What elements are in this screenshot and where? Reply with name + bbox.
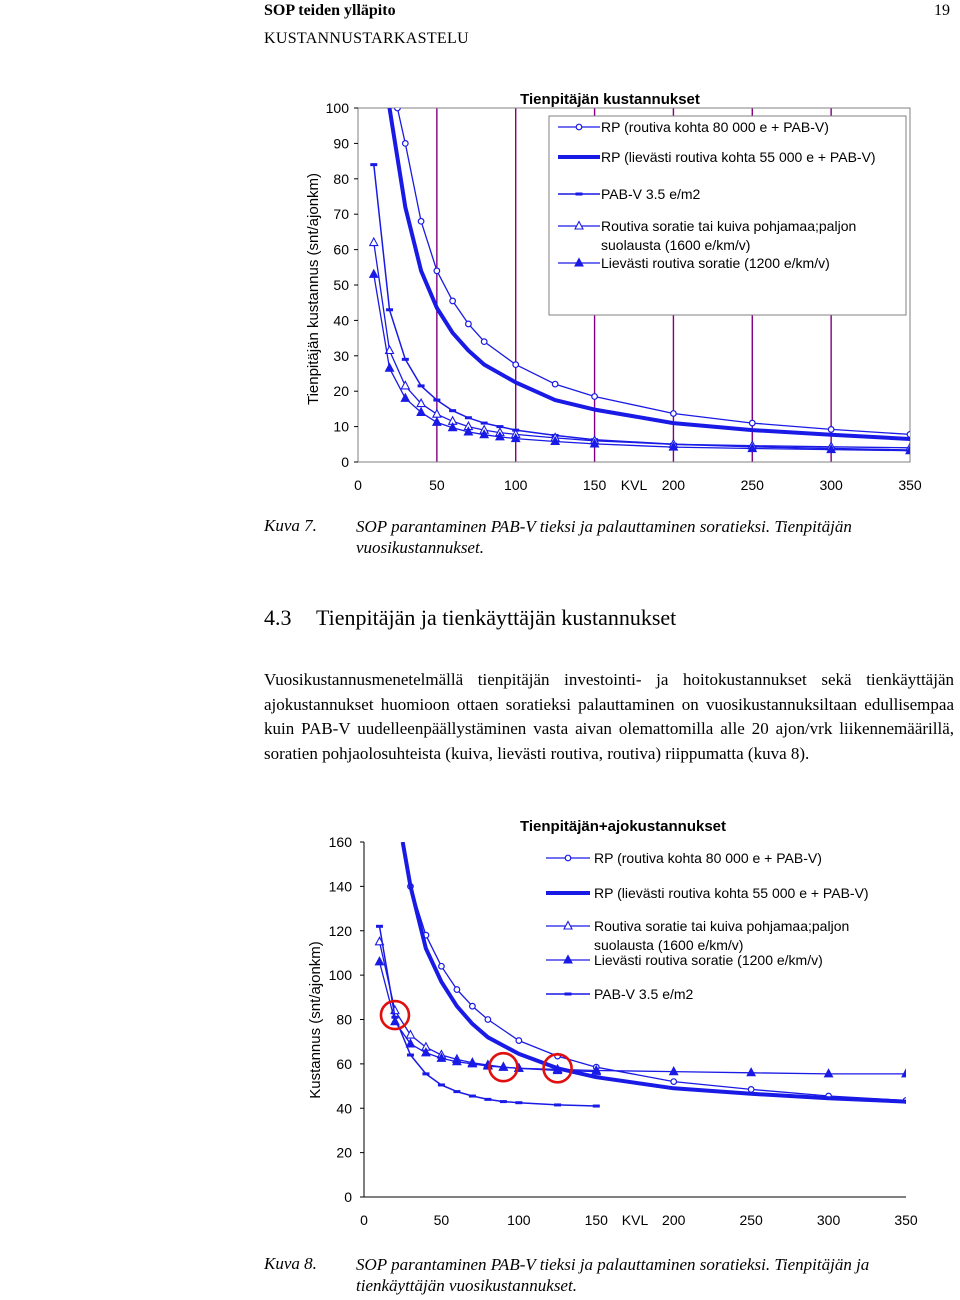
data-point-1	[470, 1003, 476, 1009]
section-number: 4.3	[264, 605, 292, 630]
legend-marker	[565, 993, 572, 996]
data-point-3	[449, 409, 456, 412]
chart-title: Tienpitäjän+ajokustannukset	[519, 818, 727, 835]
body-paragraph: Vuosikustannusmenetelmällä tienpitäjän investointi- ja hoitokustannukset sekä tienkäyttäjän ajokustannukset huomioon ottaen soratieksi palauttaminen on vuosikustannuksiltaan edullisempaa kuin PAB-V uudelleenpäällystäminen vasta aivan olemattomilla alle 20 ajon/vrk liikennemäärillä, soratien pohjaolosuhteista (kuiva, lievästi routiva, routiva) riippumatta (kuva 8).	[264, 670, 954, 763]
data-point-3	[465, 416, 472, 419]
y-tick-label: 160	[328, 834, 352, 850]
legend-label: Routiva soratie tai kuiva pohjamaa;paljon	[594, 918, 850, 934]
x-tick-label: 300	[819, 477, 843, 493]
data-point-1	[439, 963, 445, 969]
y-tick-label: 10	[333, 418, 349, 435]
data-point-1	[671, 1079, 677, 1085]
data-point-5	[469, 1095, 476, 1098]
series-group	[375, 842, 910, 1108]
figure-1-chart	[0, 82, 960, 502]
x-tick-label: 350	[894, 1212, 918, 1228]
data-point-4	[370, 238, 378, 246]
data-point-5	[453, 1090, 460, 1093]
data-point-5	[515, 1101, 522, 1104]
legend	[549, 116, 906, 315]
legend-marker	[576, 124, 582, 130]
legend-label: RP (lievästi routiva kohta 55 000 e + PAB-V)	[594, 885, 869, 901]
data-point-1	[907, 432, 913, 438]
legend-label: suolausta (1600 e/km/v)	[594, 937, 744, 953]
data-point-1	[516, 1038, 522, 1044]
data-point-1	[671, 411, 677, 417]
legend-marker	[576, 193, 583, 196]
data-point-1	[513, 362, 519, 368]
data-point-5	[433, 418, 441, 426]
data-point-3	[370, 163, 377, 166]
data-point-5	[401, 394, 409, 402]
running-header-title: SOP teiden ylläpito	[264, 2, 396, 19]
legend	[546, 850, 869, 1002]
y-tick-label: 60	[336, 1055, 352, 1072]
x-axis-label: KVL	[621, 1212, 649, 1228]
legend-label: RP (routiva kohta 80 000 e + PAB-V)	[601, 119, 829, 135]
figure-2-label: Kuva 8.	[264, 1254, 317, 1273]
figure-2-caption: SOP parantaminen PAB-V tieksi ja palauttaminen soratieksi. Tienpitäjän ja tienkäyttäjän vuosikustannukset.	[356, 1255, 870, 1295]
data-point-3	[418, 384, 425, 387]
data-point-5	[484, 1098, 491, 1101]
x-tick-label: 100	[507, 1212, 531, 1228]
y-tick-label: 40	[333, 312, 349, 329]
y-tick-label: 80	[333, 170, 349, 187]
legend-label: PAB-V 3.5 e/m2	[601, 186, 701, 202]
legend-label: suolausta (1600 e/km/v)	[601, 237, 751, 253]
legend-frame	[549, 116, 906, 315]
y-tick-label: 120	[328, 922, 352, 939]
data-point-5	[500, 1100, 507, 1103]
y-tick-label: 20	[336, 1144, 352, 1161]
x-tick-label: 0	[354, 477, 362, 493]
y-tick-label: 0	[341, 454, 349, 470]
x-tick-label: 0	[360, 1212, 368, 1228]
section-title: Tienpitäjän ja tienkäyttäjän kustannukset	[316, 605, 677, 630]
y-tick-label: 100	[325, 100, 349, 116]
y-tick-label: 30	[333, 347, 349, 364]
x-tick-label: 50	[429, 477, 445, 493]
data-point-3	[402, 358, 409, 361]
x-tick-label: 250	[739, 1212, 763, 1228]
y-tick-label: 20	[333, 383, 349, 400]
y-tick-label: 40	[336, 1100, 352, 1117]
data-point-3	[386, 308, 393, 311]
data-point-1	[748, 1087, 754, 1093]
figure-1-caption: SOP parantaminen PAB-V tieksi ja palauttaminen soratieksi. Tienpitäjän vuosikustannukset.	[356, 517, 852, 557]
data-point-1	[403, 141, 409, 147]
series-line-3	[380, 942, 597, 1072]
x-tick-label: 350	[898, 477, 922, 493]
data-point-1	[828, 427, 834, 433]
x-tick-label: 250	[740, 477, 764, 493]
y-tick-label: 60	[333, 241, 349, 258]
x-tick-label: 200	[661, 477, 686, 493]
y-axis-label: Tienpitäjän kustannus (snt/ajonkm)	[305, 172, 322, 406]
data-point-5	[386, 364, 394, 372]
y-tick-label: 140	[328, 878, 352, 895]
data-point-5	[593, 1105, 600, 1108]
y-tick-label: 70	[333, 206, 349, 223]
data-point-1	[485, 1017, 491, 1023]
x-tick-label: 150	[584, 1212, 608, 1228]
legend-marker	[564, 922, 572, 930]
y-tick-label: 100	[328, 967, 352, 984]
data-point-1	[454, 987, 460, 993]
data-point-4	[375, 957, 383, 965]
data-point-4	[747, 1068, 755, 1076]
legend-label: RP (lievästi routiva kohta 55 000 e + PAB-V)	[601, 149, 876, 165]
y-tick-label: 80	[336, 1011, 352, 1028]
y-axis-label: Kustannus (snt/ajonkm)	[307, 941, 324, 1099]
data-point-4	[433, 410, 441, 418]
section-heading	[264, 605, 676, 631]
x-tick-label: 150	[582, 477, 607, 493]
legend-label: RP (routiva kohta 80 000 e + PAB-V)	[594, 850, 822, 866]
figure-1-label: Kuva 7.	[264, 516, 317, 535]
data-point-3	[433, 399, 440, 402]
legend-label: PAB-V 3.5 e/m2	[594, 986, 694, 1002]
data-point-5	[422, 1072, 429, 1075]
data-point-1	[481, 339, 487, 345]
data-point-4	[825, 1069, 833, 1077]
legend-label: Lievästi routiva soratie (1200 e/km/v)	[594, 952, 823, 968]
data-point-5	[370, 270, 378, 278]
data-point-1	[749, 420, 755, 426]
figure-2-chart	[0, 812, 960, 1242]
data-point-1	[395, 105, 401, 111]
data-point-5	[407, 1054, 414, 1057]
data-point-4	[902, 1069, 910, 1077]
chart-2-svg	[0, 812, 960, 1242]
legend-marker	[564, 956, 572, 964]
running-header-subtitle: KUSTANNUSTARKASTELU	[264, 30, 469, 47]
data-point-4	[401, 381, 409, 389]
data-point-5	[391, 1016, 398, 1019]
y-tick-label: 90	[333, 135, 349, 152]
data-point-4	[670, 1067, 678, 1075]
x-tick-label: 200	[662, 1212, 686, 1228]
legend-label: Routiva soratie tai kuiva pohjamaa;paljon	[601, 218, 857, 234]
data-point-1	[466, 321, 472, 327]
legend-label: Lievästi routiva soratie (1200 e/km/v)	[601, 255, 830, 271]
data-point-1	[450, 298, 456, 304]
x-tick-label: 100	[504, 477, 528, 493]
x-axis-label: KVL	[620, 477, 648, 493]
data-point-5	[438, 1083, 445, 1086]
chart-1-svg	[0, 82, 960, 502]
y-tick-label: 50	[333, 277, 349, 293]
x-tick-label: 300	[816, 1212, 841, 1228]
chart-title: Tienpitäjän kustannukset	[520, 91, 700, 108]
data-point-1	[434, 268, 440, 274]
page-number: 19	[934, 2, 950, 19]
data-point-1	[592, 394, 598, 400]
series-line-2	[403, 842, 906, 1102]
data-point-1	[552, 381, 558, 387]
x-tick-label: 50	[433, 1212, 450, 1228]
data-point-1	[418, 218, 424, 224]
data-point-5	[376, 925, 383, 928]
y-tick-label: 0	[344, 1189, 352, 1205]
data-point-3	[481, 422, 488, 425]
data-point-5	[554, 1103, 561, 1106]
legend-marker	[565, 855, 571, 861]
